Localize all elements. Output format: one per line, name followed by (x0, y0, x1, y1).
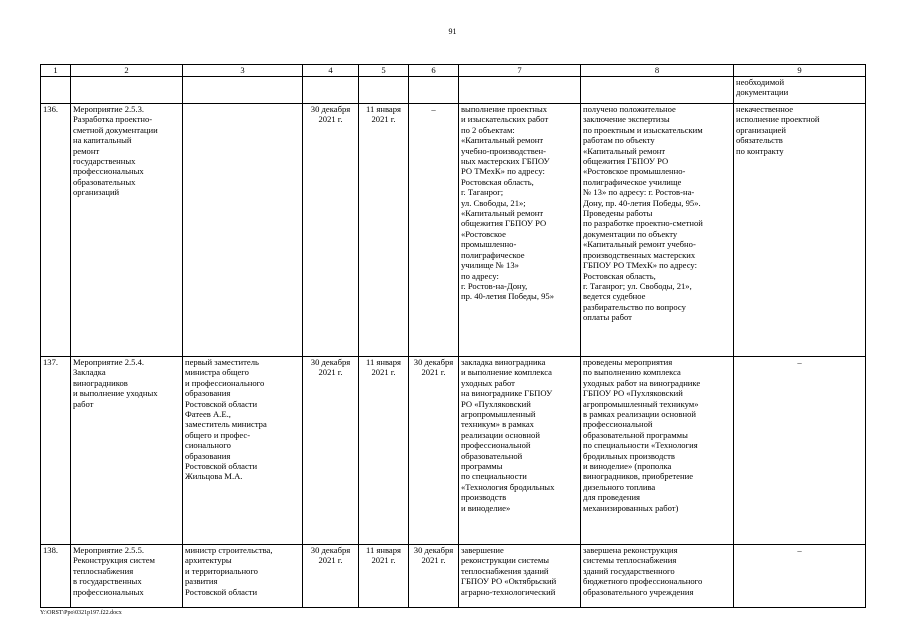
responsible-cell (183, 104, 303, 357)
control-date-cell: 11 января 2021 г. (359, 545, 409, 608)
planned-result-cell: завершение реконструкции системы теплоснабжения зданий ГБПОУ РО «Октябрьский аграрно-технологический (459, 545, 581, 608)
column-number: 9 (734, 65, 866, 77)
measure-cell: Мероприятие 2.5.4. Закладка виноградников и выполнение уходных работ (71, 357, 183, 545)
column-number-row (41, 65, 866, 77)
fact-date-cell: 30 декабря 2021 г. (409, 545, 459, 608)
plan-date-cell: 30 декабря 2021 г. (303, 357, 359, 545)
column-number: 7 (459, 65, 581, 77)
measure-cell: Мероприятие 2.5.3. Разработка проектно- сметной документации на капитальный ремонт государственных профессиональных образовательных организаций (71, 104, 183, 357)
plan-date-cell: 30 декабря 2021 г. (303, 104, 359, 357)
fact-date-cell: – (409, 104, 459, 357)
control-date-cell: 11 января 2021 г. (359, 104, 409, 357)
table-cell (459, 77, 581, 104)
continuation-row (41, 77, 866, 104)
table-cell (359, 77, 409, 104)
planned-result-cell: выполнение проектных и изыскательских работ по 2 объектам: «Капитальный ремонт учебно-производствен- ных мастерских ГБПОУ РО ТМехК» по адресу: Ростовская область, г. Таганрог; ул. Свободы, 21»; «Капитальный ремонт общежития ГБПОУ РО «Ростовское промышленно- полиграфическое училище № 13» по адресу: г. Ростов-на-Дону, пр. 40-летия Победы, 95» (459, 104, 581, 357)
table-row (41, 357, 866, 545)
table-cell (409, 77, 459, 104)
plan-date-cell: 30 декабря 2021 г. (303, 545, 359, 608)
file-path-footer: Y:\ORST\Ppo\0321p197.f22.docx (40, 610, 122, 616)
actual-result-cell: завершена реконструкция системы теплоснабжения зданий государственного бюджетного профессионального образовательного учреждения (581, 545, 734, 608)
column-number: 6 (409, 65, 459, 77)
responsible-cell: министр строительства, архитектуры и территориального развития Ростовской области (183, 545, 303, 608)
table-cell (71, 77, 183, 104)
measure-cell: Мероприятие 2.5.5. Реконструкция систем теплоснабжения в государственных профессиональных (71, 545, 183, 608)
table-row (41, 104, 866, 357)
row-number: 136. (41, 104, 71, 357)
column-number: 1 (41, 65, 71, 77)
column-number: 4 (303, 65, 359, 77)
column-number: 8 (581, 65, 734, 77)
column-number: 5 (359, 65, 409, 77)
page-bottom-margin (0, 608, 905, 640)
table-cell (41, 77, 71, 104)
page-number: 91 (448, 27, 457, 36)
actual-result-cell: проведены мероприятия по выполнению комплекса уходных работ на винограднике ГБПОУ РО «Пухляковский агропромышленный техникум» в рамках реализации основной профессиональной образовательной программы по специальности «Технология бродильных производств и виноделие» (прополка виноградников, приобретение дизельного топлива для проведения механизированных работ) (581, 357, 734, 545)
row-number: 138. (41, 545, 71, 608)
reason-cell: необходимой документации (734, 77, 866, 104)
table-cell (581, 77, 734, 104)
row-number: 137. (41, 357, 71, 545)
table-row (41, 545, 866, 608)
reason-cell: – (734, 545, 866, 608)
control-date-cell: 11 января 2021 г. (359, 357, 409, 545)
actual-result-cell: получено положительное заключение экспертизы по проектным и изыскательским работам по объекту «Капитальный ремонт общежития ГБПОУ РО «Ростовское промышленно- полиграфическое училище № 13» по адресу: г. Ростов-на- Дону, пр. 40-летия Победы, 95». Проведены работы по разработке проектно-сметной документации по объекту «Капитальный ремонт учебно- производственных мастерских ГБПОУ РО ТМехК» по адресу: Ростовская область, г. Таганрог; ул. Свободы, 21», ведется судебное разбирательство по вопросу оплаты работ (581, 104, 734, 357)
responsible-cell: первый заместитель министра общего и профессионального образования Ростовской области Фатеев А.Е., заместитель министра общего и профес- сионального образования Ростовской области Жильцова М.А. (183, 357, 303, 545)
column-number: 2 (71, 65, 183, 77)
table-cell (303, 77, 359, 104)
table-cell (183, 77, 303, 104)
reason-cell: некачественное исполнение проектной организацией обязательств по контракту (734, 104, 866, 357)
reason-cell: – (734, 357, 866, 545)
fact-date-cell: 30 декабря 2021 г. (409, 357, 459, 545)
planned-result-cell: закладка виноградника и выполнение комплекса уходных работ на винограднике ГБПОУ РО «Пухляковский агропромышленный техникум» в рамках реализации основной профессиональной образовательной программы по специальности «Технология бродильных производств и виноделие» (459, 357, 581, 545)
report-table (40, 64, 866, 608)
column-number: 3 (183, 65, 303, 77)
